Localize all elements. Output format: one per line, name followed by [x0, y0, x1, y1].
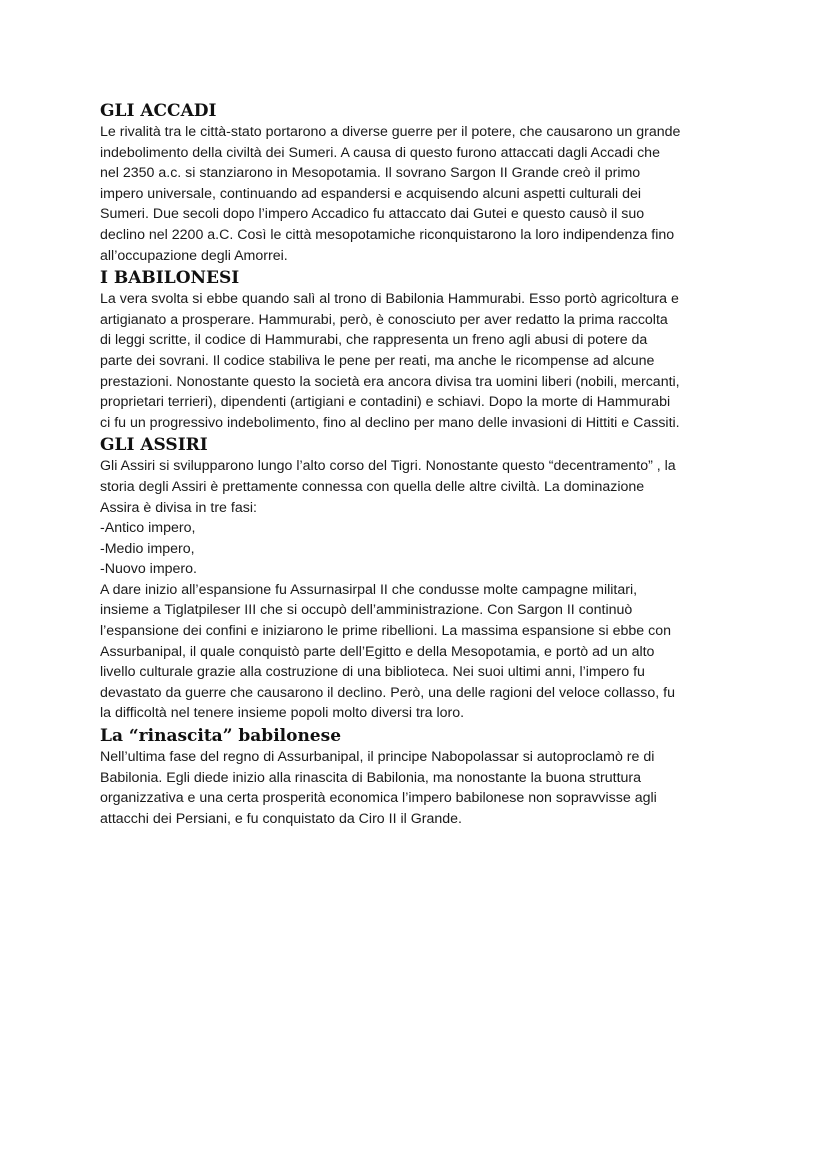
text-line: Gli Assiri si svilupparono lungo l’alto corso del Tigri. Nonostante questo “decentramento” , la	[100, 458, 676, 475]
text-line: Assurbanipal, il quale conquistò parte dell’Egitto e della Mesopotamia, e portò ad un alto	[100, 643, 655, 660]
section-body-accadi	[100, 122, 730, 266]
text-line: storia degli Assiri è prettamente connessa con quella delle altre civiltà. La dominazione	[100, 478, 645, 495]
list-item: -Antico impero,	[100, 520, 196, 537]
section-title-accadi: GLI ACCADI	[100, 101, 217, 121]
text-line: prestazioni. Nonostante questo la società era ancora divisa tra uomini liberi (nobili, mercanti,	[100, 373, 680, 390]
text-line: di leggi scritte, il codice di Hammurabi, che rappresenta un freno agli abusi di potere da	[100, 332, 648, 349]
text-line: ci fu un progressivo indebolimento, fino al declino per mano delle invasioni di Hittiti e Cassiti.	[100, 414, 680, 431]
text-line: proprietari terrieri), dipendenti (artigiani e contadini) e schiavi. Dopo la morte di Hammurabi	[100, 394, 671, 411]
section-title-assiri: GLI ASSIRI	[100, 435, 208, 456]
text-line: Assira è divisa in tre fasi:	[100, 499, 257, 516]
document-page	[100, 100, 730, 830]
text-line: Le rivalità tra le città-stato portarono a diverse guerre per il potere, che causarono un grande	[100, 124, 681, 140]
list-item: -Medio impero,	[100, 540, 195, 557]
section-title-rinascita: La “rinascita” babilonese	[100, 726, 342, 747]
text-line: declino nel 2200 a.C. Così le città mesopotamiche riconquistarono la loro indipendenza fino	[100, 226, 675, 243]
text-line: devastato da guerre che causarono il declino. Però, una delle ragioni del veloce collasso, fu	[100, 684, 675, 701]
text-line: nel 2350 a.c. si stanziarono in Mesopotamia. Il sovrano Sargon II Grande creò il primo	[100, 165, 641, 182]
text-line: insieme a Tiglatpileser III che si occupò dell’amministrazione. Con Sargon II continuò	[100, 602, 633, 619]
text-line: A dare inizio all’espansione fu Assurnasirpal II che condusse molte campagne militari,	[100, 581, 638, 598]
text-line: livello culturale grazie alla costruzione di una biblioteca. Nei suoi ultimi anni, l’impero fu	[100, 664, 645, 681]
section-title-babilonesi: I BABILONESI	[100, 268, 240, 289]
section-body-assiri	[100, 456, 730, 724]
text-line: La vera svolta si ebbe quando salì al trono di Babilonia Hammurabi. Esso portò agricoltura e	[100, 291, 679, 308]
text-line: la difficoltà nel tenere insieme popoli molto diversi tra loro.	[100, 705, 465, 722]
section-body-rinascita	[100, 747, 730, 829]
list-item: -Nuovo impero.	[100, 561, 197, 578]
text-line: attacchi dei Persiani, e fu conquistato da Ciro II il Grande.	[100, 810, 462, 827]
text-line: organizzativa e una certa prosperità economica l’impero babilonese non sopravvisse agli	[100, 790, 657, 807]
text-line: artigianato a prosperare. Hammurabi, però, è conosciuto per aver redatto la prima raccolta	[100, 311, 668, 328]
text-line: Babilonia. Egli diede inizio alla rinascita di Babilonia, ma nonostante la buona struttura	[100, 769, 642, 786]
text-line: impero universale, continuando ad espandersi e acquisendo alcuni aspetti culturali dei	[100, 185, 642, 202]
text-line: all’occupazione degli Amorrei.	[100, 247, 288, 264]
text-line: indebolimento della civiltà dei Sumeri. A causa di questo furono attaccati dagli Accadi che	[100, 144, 660, 161]
text-line: parte dei sovrani. Il codice stabiliva le pene per reati, ma anche le ricompense ad alcune	[100, 352, 655, 369]
text-line: Sumeri. Due secoli dopo l’impero Accadico fu attaccato dai Gutei e questo causò il suo	[100, 206, 645, 223]
text-line: l’espansione dei confini e iniziarono le prime ribellioni. La massima espansione si ebbe con	[100, 623, 671, 640]
text-line: Nell’ultima fase del regno di Assurbanipal, il principe Nabopolassar si autoproclamò re di	[100, 749, 655, 766]
section-body-babilonesi	[100, 289, 730, 433]
